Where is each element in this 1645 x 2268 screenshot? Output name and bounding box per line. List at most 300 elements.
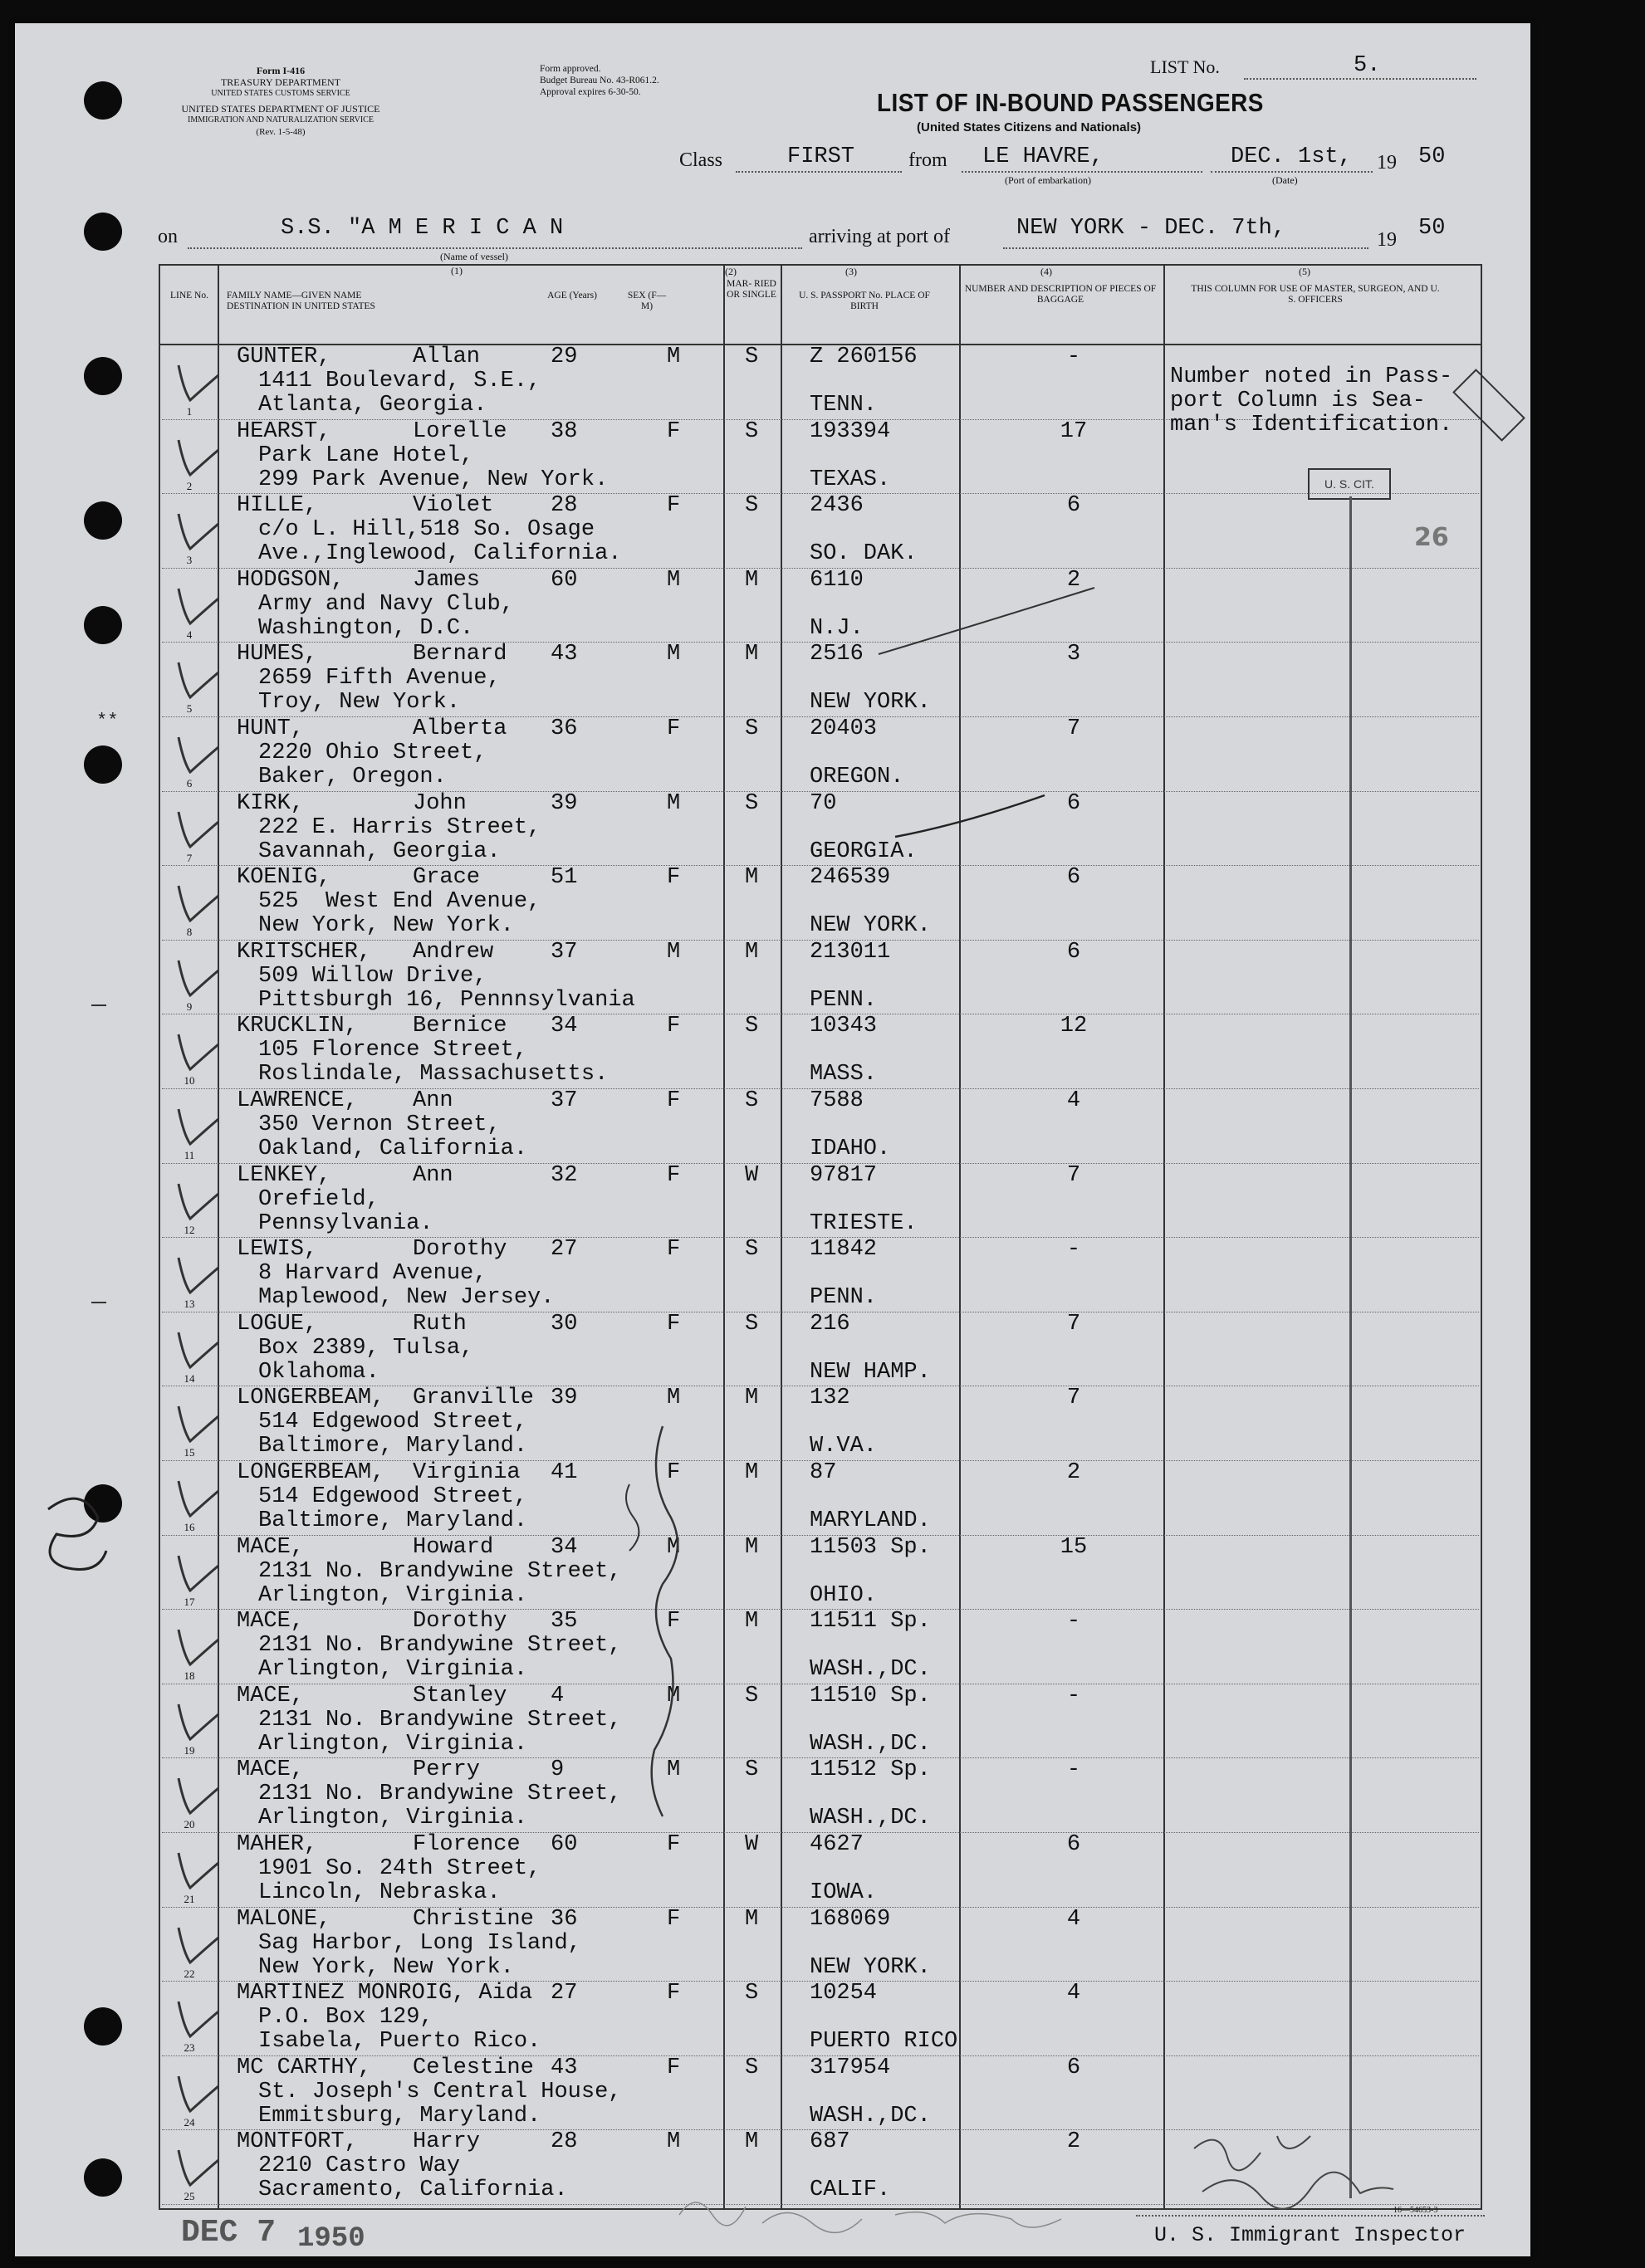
given-name: Christine bbox=[413, 1906, 534, 1932]
sex: F bbox=[667, 1906, 681, 1932]
justice-department: UNITED STATES DEPARTMENT OF JUSTICE bbox=[181, 103, 380, 115]
passport-number: 213011 bbox=[810, 939, 891, 965]
family-name: HODGSON, bbox=[237, 567, 345, 593]
address-line2: Baker, Oregon. bbox=[258, 765, 447, 789]
header-sex: SEX (F—M) bbox=[627, 291, 667, 311]
family-name: KRUCKLIN, bbox=[237, 1014, 358, 1039]
age: 43 bbox=[551, 642, 578, 667]
age: 39 bbox=[551, 790, 578, 816]
address-line1: 2131 No. Brandywine Street, bbox=[258, 1707, 622, 1733]
passport-number: 10254 bbox=[810, 1981, 878, 2006]
address-line1: St. Joseph's Central House, bbox=[258, 2079, 622, 2104]
address-line2: Ave.,Inglewood, California. bbox=[258, 541, 622, 567]
class-value: FIRST bbox=[787, 144, 855, 169]
baggage-count: 17 bbox=[1060, 418, 1088, 444]
marital-status: S bbox=[745, 2055, 759, 2080]
passport-number: 10343 bbox=[810, 1014, 878, 1039]
baggage-count: 6 bbox=[1066, 790, 1081, 816]
address-line2: Arlington, Virginia. bbox=[258, 1731, 528, 1757]
address-line1: Park Lane Hotel, bbox=[258, 442, 474, 468]
marital-status: S bbox=[745, 1981, 759, 2006]
line-number: 24 bbox=[184, 2115, 195, 2129]
marital-status: S bbox=[745, 1237, 759, 1263]
given-name: Ruth bbox=[413, 1311, 467, 1337]
sex: F bbox=[667, 1981, 681, 2006]
address-line2: Sacramento, California. bbox=[258, 2178, 568, 2203]
address-line1: 2131 No. Brandywine Street, bbox=[258, 1633, 622, 1659]
family-name: HEARST, bbox=[237, 418, 331, 444]
officer-note-line3: man's Identification. bbox=[1170, 413, 1453, 437]
place-of-birth: SO. DAK. bbox=[810, 541, 918, 567]
given-name: Dorothy bbox=[413, 1609, 507, 1635]
family-name: MC CARTHY, bbox=[237, 2055, 372, 2080]
address-line1: Army and Navy Club, bbox=[258, 591, 514, 617]
age: 36 bbox=[551, 1906, 578, 1932]
passport-number: 11512 Sp. bbox=[810, 1757, 931, 1783]
marital-status: S bbox=[745, 1311, 759, 1337]
given-name: Andrew bbox=[413, 939, 494, 965]
column-number-5: (5) bbox=[1299, 266, 1310, 277]
age: 27 bbox=[551, 1981, 578, 2006]
line-number: 17 bbox=[184, 1595, 195, 1608]
marital-status: S bbox=[745, 1014, 759, 1039]
given-name: Ann bbox=[413, 1162, 453, 1188]
vessel-name: S.S. "A M E R I C A N bbox=[281, 216, 564, 241]
passport-number: 2516 bbox=[810, 642, 864, 667]
marital-status: M bbox=[745, 939, 759, 965]
address-line2: Pennsylvania. bbox=[258, 1210, 433, 1236]
family-name: MAHER, bbox=[237, 1832, 318, 1857]
marital-status: M bbox=[745, 1460, 759, 1485]
marital-status: M bbox=[745, 865, 759, 891]
inspector-label: U. S. Immigrant Inspector bbox=[1154, 2223, 1466, 2247]
given-name: Aida bbox=[478, 1981, 533, 2006]
place-of-birth: NEW YORK. bbox=[810, 1954, 931, 1980]
passport-number: 70 bbox=[810, 790, 837, 816]
sex: F bbox=[667, 1832, 681, 1857]
family-name: MACE, bbox=[237, 1683, 305, 1708]
age: 9 bbox=[551, 1757, 565, 1783]
marital-status: S bbox=[745, 493, 759, 519]
handwriting-overlay bbox=[15, 23, 1530, 2256]
passport-number: 11842 bbox=[810, 1237, 878, 1263]
address-line1: 222 E. Harris Street, bbox=[258, 814, 541, 840]
given-name: Howard bbox=[413, 1534, 494, 1560]
address-line2: Troy, New York. bbox=[258, 690, 461, 716]
address-line2: Roslindale, Massachusetts. bbox=[258, 1062, 609, 1088]
place-of-birth: NEW YORK. bbox=[810, 913, 931, 939]
address-line2: New York, New York. bbox=[258, 1954, 514, 1980]
column-number-4: (4) bbox=[1040, 266, 1052, 277]
family-name: KOENIG, bbox=[237, 865, 331, 891]
address-line2: Maplewood, New Jersey. bbox=[258, 1285, 555, 1311]
year-prefix: 19 bbox=[1377, 152, 1397, 174]
age: 51 bbox=[551, 865, 578, 891]
line-number: 15 bbox=[184, 1446, 195, 1459]
baggage-count: 12 bbox=[1060, 1014, 1088, 1039]
sex: F bbox=[667, 1162, 681, 1188]
line-number: 22 bbox=[184, 1967, 195, 1980]
marital-status: S bbox=[745, 345, 759, 369]
place-of-birth: WASH.,DC. bbox=[810, 1806, 931, 1831]
family-name: LEWIS, bbox=[237, 1237, 318, 1263]
baggage-count: - bbox=[1066, 1609, 1081, 1635]
family-name: LOGUE, bbox=[237, 1311, 318, 1337]
header-age: AGE (Years) bbox=[547, 291, 597, 301]
given-name: Harry bbox=[413, 2129, 481, 2155]
page-title: LIST OF IN-BOUND PASSENGERS bbox=[877, 88, 1264, 117]
given-name: Lorelle bbox=[413, 418, 507, 444]
baggage-count: - bbox=[1066, 1757, 1081, 1783]
given-name: Perry bbox=[413, 1757, 481, 1783]
address-line2: Arlington, Virginia. bbox=[258, 1582, 528, 1608]
passport-number: 4627 bbox=[810, 1832, 864, 1857]
sex: F bbox=[667, 716, 681, 741]
line-number: 20 bbox=[184, 1818, 195, 1831]
officer-note-line2: port Column is Sea- bbox=[1170, 389, 1426, 413]
treasury-department: TREASURY DEPARTMENT bbox=[220, 76, 341, 88]
address-line2: Oakland, California. bbox=[258, 1136, 528, 1161]
form-code: 16—54653-3 bbox=[1393, 2206, 1438, 2215]
arriving-label: arriving at port of bbox=[809, 226, 950, 247]
age: 37 bbox=[551, 939, 578, 965]
passport-number: Z 260156 bbox=[810, 345, 918, 369]
family-name: LAWRENCE, bbox=[237, 1088, 358, 1113]
address-line2: Savannah, Georgia. bbox=[258, 838, 501, 864]
passport-number: 7588 bbox=[810, 1088, 864, 1113]
header-officers: THIS COLUMN FOR USE OF MASTER, SURGEON, AND U. S. OFFICERS bbox=[1191, 284, 1440, 305]
line-number: 2 bbox=[186, 479, 193, 492]
margin-mark: ** bbox=[96, 711, 119, 731]
given-name: Bernice bbox=[413, 1014, 507, 1039]
family-name: KRITSCHER, bbox=[237, 939, 372, 965]
marital-status: W bbox=[745, 1832, 759, 1857]
age: 28 bbox=[551, 493, 578, 519]
baggage-count: 7 bbox=[1066, 1311, 1081, 1337]
address-line1: c/o L. Hill,518 So. Osage bbox=[258, 517, 595, 543]
address-line2: Baltimore, Maryland. bbox=[258, 1508, 528, 1533]
address-line2: Washington, D.C. bbox=[258, 615, 474, 641]
place-of-birth: MARYLAND. bbox=[810, 1508, 931, 1533]
footer-year-stamp: 1950 bbox=[297, 2223, 365, 2255]
line-number: 10 bbox=[184, 1074, 195, 1088]
address-line1: 8 Harvard Avenue, bbox=[258, 1261, 487, 1287]
address-line1: 2210 Castro Way bbox=[258, 2153, 461, 2179]
line-number: 11 bbox=[184, 1149, 195, 1161]
passport-number: 168069 bbox=[810, 1906, 891, 1932]
date-caption: (Date) bbox=[1272, 174, 1298, 186]
header-name: FAMILY NAME—GIVEN NAME DESTINATION IN UNITED STATES bbox=[227, 291, 375, 311]
line-number: 4 bbox=[186, 628, 193, 641]
vessel-column-number: (1) bbox=[451, 265, 463, 276]
passport-number: 2436 bbox=[810, 493, 864, 519]
place-of-birth: WASH.,DC. bbox=[810, 2103, 931, 2129]
marital-status: M bbox=[745, 567, 759, 593]
address-line2: Isabela, Puerto Rico. bbox=[258, 2029, 541, 2055]
line-number: 19 bbox=[184, 1743, 195, 1757]
marital-status: M bbox=[745, 1906, 759, 1932]
sex: F bbox=[667, 1609, 681, 1635]
baggage-count: 4 bbox=[1066, 1906, 1081, 1932]
address-line1: 2220 Ohio Street, bbox=[258, 741, 487, 765]
family-name: LONGERBEAM, bbox=[237, 1460, 385, 1485]
age: 28 bbox=[551, 2129, 578, 2155]
family-name: MACE, bbox=[237, 1609, 305, 1635]
age: 36 bbox=[551, 716, 578, 741]
place-of-birth: IDAHO. bbox=[810, 1136, 891, 1161]
passport-number: 193394 bbox=[810, 418, 891, 444]
age: 32 bbox=[551, 1162, 578, 1188]
address-line2: Arlington, Virginia. bbox=[258, 1806, 528, 1831]
list-number-value: 5. bbox=[1354, 53, 1381, 78]
marital-status: M bbox=[745, 1534, 759, 1560]
from-label: from bbox=[908, 149, 947, 171]
sex: F bbox=[667, 418, 681, 444]
header-married: MAR- RIED OR SINGLE bbox=[727, 279, 776, 300]
sex: M bbox=[667, 1386, 681, 1411]
place-of-birth: CALIF. bbox=[810, 2178, 891, 2203]
given-name: Stanley bbox=[413, 1683, 507, 1708]
address-line1: 514 Edgewood Street, bbox=[258, 1484, 528, 1509]
given-name: Alberta bbox=[413, 716, 507, 741]
line-number: 13 bbox=[184, 1298, 195, 1311]
footer-date-stamp: DEC 7 bbox=[181, 2215, 277, 2251]
given-name: John bbox=[413, 790, 467, 816]
passport-number: 11511 Sp. bbox=[810, 1609, 931, 1635]
place-of-birth: NEW YORK. bbox=[810, 690, 931, 716]
baggage-count: 3 bbox=[1066, 642, 1081, 667]
baggage-count: 7 bbox=[1066, 1162, 1081, 1188]
marital-status: W bbox=[745, 1162, 759, 1188]
passport-number: 132 bbox=[810, 1386, 850, 1411]
place-of-birth: PUERTO RICO bbox=[810, 2029, 958, 2055]
address-line2: Baltimore, Maryland. bbox=[258, 1434, 528, 1459]
sex: F bbox=[667, 1088, 681, 1113]
family-name: GUNTER, bbox=[237, 345, 331, 369]
line-number: 8 bbox=[186, 926, 193, 939]
sex: F bbox=[667, 493, 681, 519]
vessel-caption: (Name of vessel) bbox=[440, 251, 508, 262]
year-value: 50 bbox=[1418, 144, 1446, 169]
line-number: 18 bbox=[184, 1669, 195, 1683]
given-name: Dorothy bbox=[413, 1237, 507, 1263]
given-name: Virginia bbox=[413, 1460, 521, 1485]
family-name: MACE, bbox=[237, 1534, 305, 1560]
given-name: Granville bbox=[413, 1386, 534, 1411]
given-name: Bernard bbox=[413, 642, 507, 667]
passport-number: 216 bbox=[810, 1311, 850, 1337]
address-line2: Pittsburgh 16, Pennnsylvania bbox=[258, 987, 635, 1013]
passport-number: 687 bbox=[810, 2129, 850, 2155]
sex: M bbox=[667, 567, 681, 593]
on-label: on bbox=[158, 226, 178, 247]
place-of-birth: NEW HAMP. bbox=[810, 1359, 931, 1385]
date-value: DEC. 1st, bbox=[1231, 144, 1352, 169]
sex: F bbox=[667, 1237, 681, 1263]
passport-number: 87 bbox=[810, 1460, 837, 1485]
page-count: 26 bbox=[1414, 523, 1449, 552]
baggage-count: 15 bbox=[1060, 1534, 1088, 1560]
baggage-count: 6 bbox=[1066, 939, 1081, 965]
sex: M bbox=[667, 1534, 681, 1560]
baggage-count: 7 bbox=[1066, 1386, 1081, 1411]
place-of-birth: W.VA. bbox=[810, 1434, 878, 1459]
sex: F bbox=[667, 1311, 681, 1337]
sex: M bbox=[667, 2129, 681, 2155]
address-line2: Arlington, Virginia. bbox=[258, 1657, 528, 1683]
port-caption: (Port of embarkation) bbox=[1005, 174, 1091, 186]
line-number: 5 bbox=[186, 702, 193, 716]
sex: F bbox=[667, 865, 681, 891]
address-line2: New York, New York. bbox=[258, 913, 514, 939]
age: 43 bbox=[551, 2055, 578, 2080]
sex: M bbox=[667, 939, 681, 965]
sex: M bbox=[667, 345, 681, 369]
address-line1: 105 Florence Street, bbox=[258, 1038, 528, 1063]
us-cit-stamp-text: U. S. CIT. bbox=[1324, 477, 1374, 491]
sex: M bbox=[667, 642, 681, 667]
place-of-birth: OHIO. bbox=[810, 1582, 878, 1608]
marital-status: M bbox=[745, 2129, 759, 2155]
address-line1: Box 2389, Tulsa, bbox=[258, 1335, 474, 1361]
place-of-birth: MASS. bbox=[810, 1062, 878, 1088]
address-line1: 514 Edgewood Street, bbox=[258, 1410, 528, 1435]
place-of-birth: PENN. bbox=[810, 987, 878, 1013]
family-name: MALONE, bbox=[237, 1906, 331, 1932]
place-of-birth: TENN. bbox=[810, 393, 878, 418]
address-line1: 1411 Boulevard, S.E., bbox=[258, 369, 541, 393]
given-name: Allan bbox=[413, 345, 481, 369]
address-line2: Lincoln, Nebraska. bbox=[258, 1880, 501, 1905]
address-line1: 1901 So. 24th Street, bbox=[258, 1856, 541, 1881]
baggage-count: 2 bbox=[1066, 1460, 1081, 1485]
officer-note-line1: Number noted in Pass- bbox=[1170, 364, 1453, 389]
line-number: 21 bbox=[184, 1893, 195, 1905]
baggage-count: 7 bbox=[1066, 716, 1081, 741]
baggage-count: 4 bbox=[1066, 1088, 1081, 1113]
given-name: Celestine bbox=[413, 2055, 534, 2080]
marital-status: S bbox=[745, 790, 759, 816]
class-label: Class bbox=[679, 149, 723, 171]
age: 38 bbox=[551, 418, 578, 444]
place-of-birth: TEXAS. bbox=[810, 467, 891, 492]
address-line1: 525 West End Avenue, bbox=[258, 889, 541, 915]
sex: F bbox=[667, 1460, 681, 1485]
from-value: LE HAVRE, bbox=[982, 144, 1104, 169]
given-name: Violet bbox=[413, 493, 494, 519]
age: 37 bbox=[551, 1088, 578, 1113]
header-baggage: NUMBER AND DESCRIPTION OF PIECES OF BAGGAGE bbox=[964, 284, 1157, 305]
list-number-label: LIST No. bbox=[1150, 56, 1220, 77]
family-name: MACE, bbox=[237, 1757, 305, 1783]
marital-status: M bbox=[745, 642, 759, 667]
age: 60 bbox=[551, 567, 578, 593]
sex: F bbox=[667, 1014, 681, 1039]
address-line1: 2131 No. Brandywine Street, bbox=[258, 1558, 622, 1584]
baggage-count: 6 bbox=[1066, 493, 1081, 519]
address-line1: 350 Vernon Street, bbox=[258, 1112, 501, 1137]
passport-number: 97817 bbox=[810, 1162, 878, 1188]
age: 39 bbox=[551, 1386, 578, 1411]
address-line2: Emmitsburg, Maryland. bbox=[258, 2103, 541, 2129]
place-of-birth: GEORGIA. bbox=[810, 838, 918, 864]
age: 41 bbox=[551, 1460, 578, 1485]
sex: M bbox=[667, 790, 681, 816]
place-of-birth: WASH.,DC. bbox=[810, 1731, 931, 1757]
family-name: LENKEY, bbox=[237, 1162, 331, 1188]
baggage-count: 2 bbox=[1066, 567, 1081, 593]
family-name: HUNT, bbox=[237, 716, 305, 741]
address-line2: 299 Park Avenue, New York. bbox=[258, 467, 609, 492]
address-line1: P.O. Box 129, bbox=[258, 2005, 433, 2031]
line-number: 3 bbox=[186, 554, 193, 567]
address-line2: Oklahoma. bbox=[258, 1359, 379, 1385]
line-number: 6 bbox=[186, 777, 193, 789]
address-line1: Sag Harbor, Long Island, bbox=[258, 1930, 581, 1956]
place-of-birth: TRIESTE. bbox=[810, 1210, 918, 1236]
column-number-2: (2) bbox=[725, 266, 737, 277]
age: 30 bbox=[551, 1311, 578, 1337]
marital-status: S bbox=[745, 418, 759, 444]
passport-number: 6110 bbox=[810, 567, 864, 593]
address-line1: 509 Willow Drive, bbox=[258, 963, 487, 989]
line-number: 7 bbox=[186, 851, 193, 864]
baggage-count: 6 bbox=[1066, 2055, 1081, 2080]
place-of-birth: WASH.,DC. bbox=[810, 1657, 931, 1683]
line-number: 1 bbox=[186, 405, 193, 418]
line-number: 25 bbox=[184, 2190, 195, 2203]
arrival-value: NEW YORK - DEC. 7th, bbox=[1016, 216, 1286, 241]
header-line-no: LINE No. bbox=[170, 291, 208, 301]
family-name: MONTFORT, bbox=[237, 2129, 358, 2155]
baggage-count: 6 bbox=[1066, 1832, 1081, 1857]
baggage-count: 6 bbox=[1066, 865, 1081, 891]
marital-status: M bbox=[745, 1386, 759, 1411]
line-number: 12 bbox=[184, 1223, 195, 1236]
baggage-count: 2 bbox=[1066, 2129, 1081, 2155]
customs-service: UNITED STATES CUSTOMS SERVICE bbox=[211, 89, 350, 98]
place-of-birth: OREGON. bbox=[810, 765, 904, 789]
place-of-birth: N.J. bbox=[810, 615, 864, 641]
form-number: Form I-416 bbox=[256, 65, 306, 76]
age: 34 bbox=[551, 1014, 578, 1039]
age: 4 bbox=[551, 1683, 565, 1708]
form-revision: (Rev. 1-5-48) bbox=[256, 127, 306, 137]
marital-status: S bbox=[745, 1088, 759, 1113]
address-line1: 2131 No. Brandywine Street, bbox=[258, 1782, 622, 1807]
sex: M bbox=[667, 1683, 681, 1708]
line-number: 23 bbox=[184, 2041, 195, 2055]
line-number: 9 bbox=[186, 1000, 193, 1013]
place-of-birth: PENN. bbox=[810, 1285, 878, 1311]
arrival-year-prefix: 19 bbox=[1377, 229, 1397, 251]
marital-status: S bbox=[745, 1683, 759, 1708]
age: 29 bbox=[551, 345, 578, 369]
address-line1: Orefield, bbox=[258, 1186, 379, 1212]
passport-number: 317954 bbox=[810, 2055, 891, 2080]
address-line2: Atlanta, Georgia. bbox=[258, 393, 487, 418]
family-name: KIRK, bbox=[237, 790, 305, 816]
arrival-year: 50 bbox=[1418, 216, 1446, 241]
given-name: James bbox=[413, 567, 481, 593]
manifest-page bbox=[15, 23, 1530, 2256]
given-name: Florence bbox=[413, 1832, 521, 1857]
baggage-count: - bbox=[1066, 1683, 1081, 1708]
approval-line1: Form approved. bbox=[540, 64, 601, 74]
line-number: 16 bbox=[184, 1521, 195, 1533]
age: 35 bbox=[551, 1609, 578, 1635]
sex: F bbox=[667, 2055, 681, 2080]
